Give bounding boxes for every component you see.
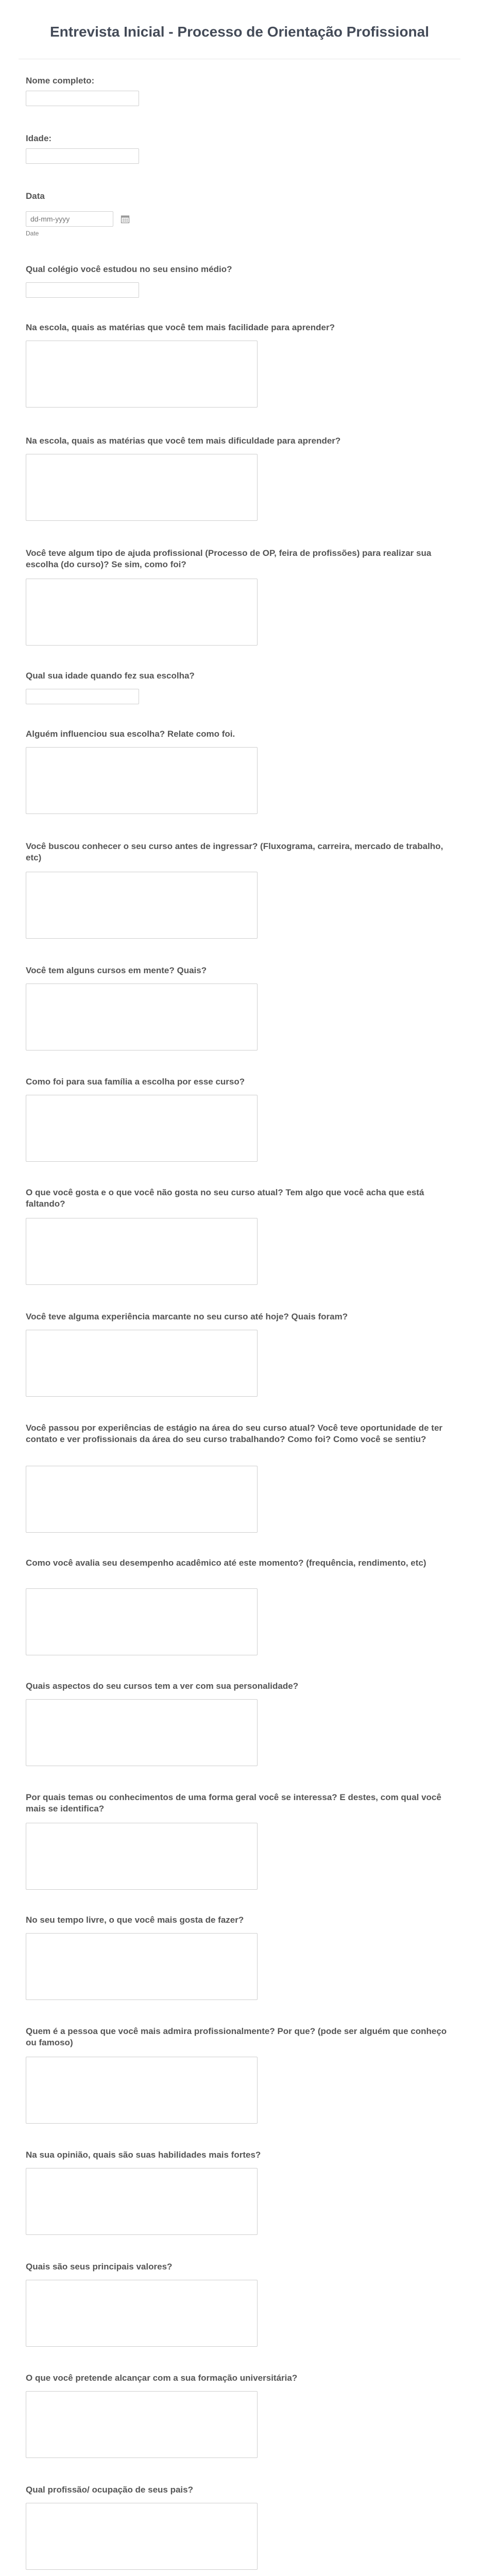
field-q1 xyxy=(26,322,448,333)
field-q13 xyxy=(26,1681,448,1692)
field-colegio xyxy=(26,264,448,275)
q6-textarea[interactable] xyxy=(26,872,258,939)
field-q9 xyxy=(26,1187,448,1210)
label-q6: Você buscou conhecer o seu curso antes de ingressar? (Fluxograma, carreira, mercado de trabalho, etc) xyxy=(26,841,443,862)
label-q10: Você teve alguma experiência marcante no seu curso até hoje? Quais foram? xyxy=(26,1312,348,1321)
q18-textarea[interactable] xyxy=(26,2280,258,2347)
colegio-input[interactable] xyxy=(26,282,139,298)
date-sublabel: Date xyxy=(26,230,39,237)
idade-input[interactable] xyxy=(26,148,139,164)
field-q18 xyxy=(26,2261,448,2273)
q9-textarea[interactable] xyxy=(26,1218,258,1285)
field-q11 xyxy=(26,1422,448,1445)
label-q11: Você passou por experiências de estágio na área do seu curso atual? Você teve oportunidade de ter contato e ver profissionais da área do seu curso trabalhando? Como foi? Como você se sentiu? xyxy=(26,1423,443,1444)
q20-textarea[interactable] xyxy=(26,2503,258,2570)
label-q2: Na escola, quais as matérias que você tem mais dificuldade para aprender? xyxy=(26,436,341,446)
label-q20: Qual profissão/ ocupação de seus pais? xyxy=(26,2485,193,2495)
field-q2 xyxy=(26,435,448,447)
field-idade xyxy=(26,133,448,144)
field-q8 xyxy=(26,1076,448,1088)
q8-textarea[interactable] xyxy=(26,1095,258,1162)
label-q4: Qual sua idade quando fez sua escolha? xyxy=(26,671,195,681)
label-data: Data xyxy=(26,191,45,201)
field-q4 xyxy=(26,670,448,682)
field-q19 xyxy=(26,2372,448,2384)
q17-textarea[interactable] xyxy=(26,2168,258,2235)
label-nome: Nome completo: xyxy=(26,76,95,86)
date-input[interactable] xyxy=(26,211,113,227)
form-title: Entrevista Inicial - Processo de Orientação Profissional xyxy=(49,24,430,40)
label-q17: Na sua opinião, quais são suas habilidades mais fortes? xyxy=(26,2150,261,2160)
label-q19: O que você pretende alcançar com a sua formação universitária? xyxy=(26,2373,298,2383)
nome-input[interactable] xyxy=(26,91,139,106)
q5-textarea[interactable] xyxy=(26,747,258,814)
label-q15: No seu tempo livre, o que você mais gosta de fazer? xyxy=(26,1915,244,1925)
label-q8: Como foi para sua família a escolha por esse curso? xyxy=(26,1077,245,1087)
q3-textarea[interactable] xyxy=(26,579,258,646)
label-q1: Na escola, quais as matérias que você tem mais facilidade para aprender? xyxy=(26,323,335,332)
field-q5 xyxy=(26,728,448,740)
field-q14 xyxy=(26,1792,448,1815)
label-q13: Quais aspectos do seu cursos tem a ver com sua personalidade? xyxy=(26,1681,299,1691)
label-q7: Você tem alguns cursos em mente? Quais? xyxy=(26,965,207,975)
field-data xyxy=(26,191,448,237)
field-q10 xyxy=(26,1311,448,1323)
label-q18: Quais são seus principais valores? xyxy=(26,2262,173,2272)
field-q17 xyxy=(26,2149,448,2161)
label-q5: Alguém influenciou sua escolha? Relate como foi. xyxy=(26,729,235,739)
q11-textarea[interactable] xyxy=(26,1466,258,1533)
field-q15 xyxy=(26,1914,448,1926)
q7-textarea[interactable] xyxy=(26,984,258,1050)
q15-textarea[interactable] xyxy=(26,1933,258,2000)
label-idade: Idade: xyxy=(26,133,52,143)
label-q14: Por quais temas ou conhecimentos de uma forma geral você se interessa? E destes, com qual você mais se identifica? xyxy=(26,1792,441,1814)
idade-escolha-input[interactable] xyxy=(26,689,139,704)
field-q6 xyxy=(26,841,448,863)
q19-textarea[interactable] xyxy=(26,2391,258,2458)
label-q12: Como você avalia seu desempenho acadêmico até este momento? (frequência, rendimento, etc) xyxy=(26,1558,426,1568)
q16-textarea[interactable] xyxy=(26,2057,258,2124)
field-nome xyxy=(26,75,448,87)
field-q16 xyxy=(26,2026,448,2048)
q12-textarea[interactable] xyxy=(26,1588,258,1655)
label-q3: Você teve algum tipo de ajuda profissional (Processo de OP, feira de profissões) para realizar sua escolha (do curso)? Se sim, como foi? xyxy=(26,548,432,569)
q13-textarea[interactable] xyxy=(26,1699,258,1766)
label-q9: O que você gosta e o que você não gosta no seu curso atual? Tem algo que você acha que está faltando? xyxy=(26,1188,424,1209)
calendar-icon[interactable] xyxy=(121,214,130,224)
label-q16: Quem é a pessoa que você mais admira profissionalmente? Por que? (pode ser alguém que conheço ou famoso) xyxy=(26,2026,447,2047)
field-q20 xyxy=(26,2484,448,2496)
q10-textarea[interactable] xyxy=(26,1330,258,1397)
q2-textarea[interactable] xyxy=(26,454,258,521)
field-q3 xyxy=(26,548,448,570)
q14-textarea[interactable] xyxy=(26,1823,258,1890)
q1-textarea[interactable] xyxy=(26,341,258,408)
label-colegio: Qual colégio você estudou no seu ensino médio? xyxy=(26,264,232,274)
field-q12 xyxy=(26,1557,448,1569)
field-q7 xyxy=(26,965,448,976)
